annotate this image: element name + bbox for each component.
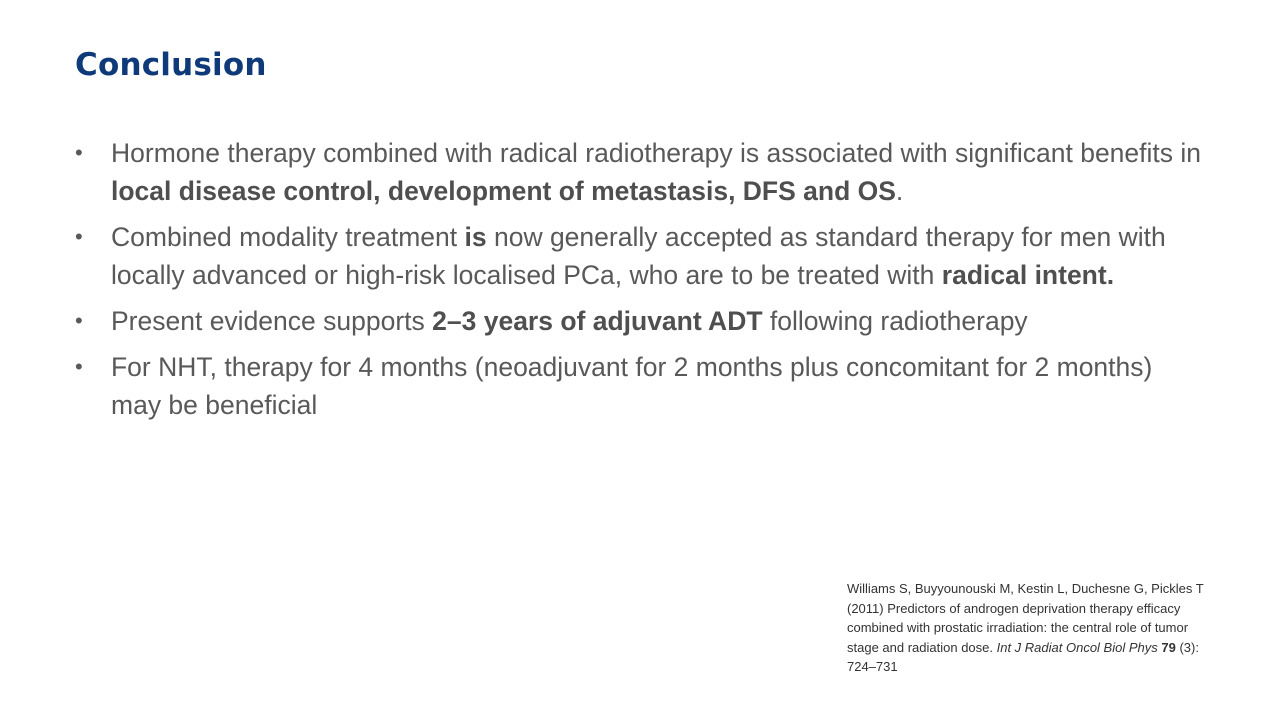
bullet-item xyxy=(75,302,1205,340)
bullet-text: now generally accepted as standard therapy for men with locally advanced or high-risk localised PCa, who are to be treated with xyxy=(111,222,1166,290)
bullet-bold-text: local disease control, development of metastasis, DFS and OS xyxy=(111,176,896,206)
bullet-dot-icon: • xyxy=(75,354,83,379)
reference-journal: Int J Radiat Oncol Biol Phys xyxy=(996,639,1158,655)
bullet-text: Present evidence supports xyxy=(111,306,433,336)
bullet-dot-icon: • xyxy=(75,308,83,333)
bullet-bold-text: radical intent. xyxy=(941,260,1115,290)
slide-title: Conclusion xyxy=(75,47,267,83)
bullet-text: . xyxy=(895,176,904,206)
reference-volume: 79 xyxy=(1161,639,1176,655)
bullet-item xyxy=(75,218,1205,294)
bullet-dot-icon: • xyxy=(75,140,83,165)
reference-authors: Williams S, Buyyounouski M, Kestin L, Duchesne G, Pickles T (2011) Predictors of androgen deprivation therapy efficacy combined with prostatic irradiation: the central role of tumor stage and radiation dose. xyxy=(847,581,1204,655)
bullet-text: Hormone therapy combined with radical radiotherapy is associated with significant benefits in xyxy=(111,138,1202,168)
bullet-bold-text: is xyxy=(464,222,487,252)
bullet-text: Combined modality treatment xyxy=(111,222,465,252)
bullet-list xyxy=(75,134,1205,432)
bullet-bold-text: 2–3 years of adjuvant ADT xyxy=(432,306,763,336)
bullet-dot-icon: • xyxy=(75,224,83,249)
bullet-item xyxy=(75,348,1205,424)
reference-pages: (3): 724–731 xyxy=(847,639,1199,674)
reference-citation xyxy=(847,579,1222,677)
bullet-item xyxy=(75,134,1205,210)
bullet-text: following radiotherapy xyxy=(762,306,1028,336)
bullet-text: For NHT, therapy for 4 months (neoadjuvant for 2 months plus concomitant for 2 months) may be beneficial xyxy=(111,352,1153,420)
